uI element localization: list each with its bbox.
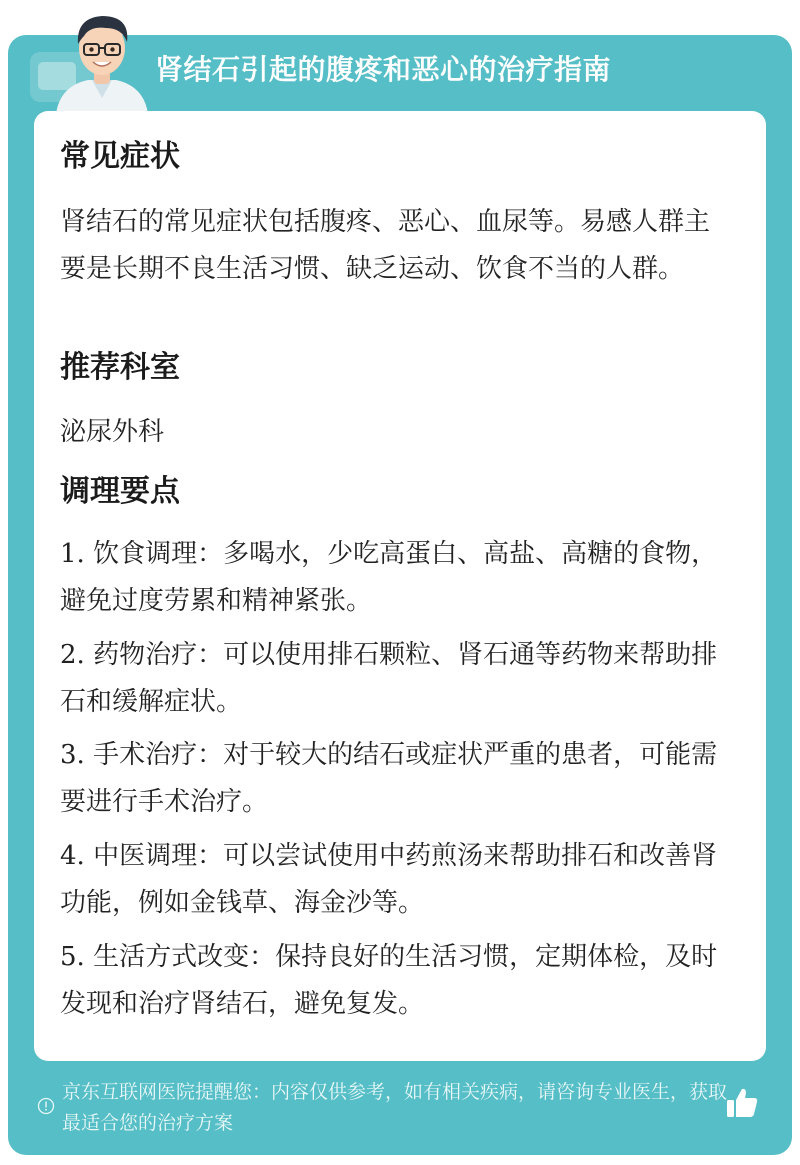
disclaimer-text: 京东互联网医院提醒您：内容仅供参考，如有相关疾病，请咨询专业医生，获取最适合您的治疗方案 (62, 1081, 728, 1134)
page-title: 肾结石引起的腹疼和恶心的治疗指南 (155, 53, 612, 86)
department-text: 泌尿外科 (60, 417, 165, 447)
care-point-text: 手术治疗：对于较大的结石或症状严重的患者，可能需要进行手术治疗。 (60, 740, 718, 817)
care-point-number: 3. (60, 740, 85, 770)
care-point-number: 2. (60, 640, 85, 670)
content-card (34, 111, 766, 1061)
care-point-number: 5. (60, 942, 85, 972)
info-icon (37, 1097, 55, 1115)
care-point-text: 生活方式改变：保持良好的生活习惯，定期体检，及时发现和治疗肾结石，避免复发。 (60, 942, 718, 1019)
care-point-item (60, 632, 730, 726)
thumbs-up-icon[interactable] (724, 1085, 760, 1121)
care-point-item (60, 934, 730, 1028)
care-point-number: 4. (60, 841, 85, 871)
care-point-item (60, 732, 730, 826)
care-point-item (60, 531, 730, 625)
doctor-avatar (48, 6, 156, 114)
care-point-item (60, 833, 730, 927)
care-point-text: 饮食调理：多喝水，少吃高蛋白、高盐、高糖的食物，避免过度劳累和精神紧张。 (60, 539, 718, 616)
section-title-care-points: 调理要点 (60, 474, 180, 509)
care-point-number: 1. (60, 539, 85, 569)
care-point-text: 中医调理：可以尝试使用中药煎汤来帮助排石和改善肾功能，例如金钱草、海金沙等。 (60, 841, 718, 918)
care-point-text: 药物治疗：可以使用排石颗粒、肾石通等药物来帮助排石和缓解症状。 (60, 640, 718, 717)
section-title-department: 推荐科室 (60, 350, 180, 385)
section-title-symptoms: 常见症状 (60, 139, 180, 174)
symptoms-text: 肾结石的常见症状包括腹疼、恶心、血尿等。易感人群主要是长期不良生活习惯、缺乏运动、饮食不当的人群。 (60, 207, 711, 284)
